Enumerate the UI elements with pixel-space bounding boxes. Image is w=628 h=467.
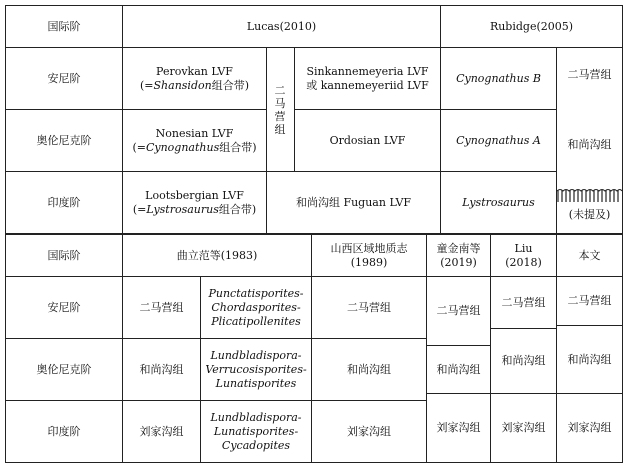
this-study-formation: 二马营组 [567,294,612,307]
spore-taxon: Verrucosisporites- [205,362,307,376]
qu-spore-assemblage [201,401,311,462]
rubidge-cynognathus-a: Cynognathus A [456,133,541,147]
header-lucas: Lucas(2010) [246,19,317,33]
qu-spore-assemblage [201,277,311,338]
rubidge-not-mentioned: (未提及) [568,208,611,221]
spore-taxon: Lundbladispora- [210,410,302,424]
lvf-alt-name: 或 kannemeyeriid LVF [306,78,429,92]
rule [622,234,623,463]
shanxi-formation: 二马营组 [347,300,391,314]
tong-formation: 二马营组 [436,304,481,317]
tong-formation: 刘家沟组 [436,421,481,434]
qu-formation: 刘家沟组 [139,424,184,438]
spore-taxon: Plicatipollenites [211,314,301,328]
header-line: Liu [514,242,533,255]
stage-anisian-2: 安尼阶 [47,300,81,314]
zone-note: (=Lystrosaurus组合带) [132,202,257,216]
lucas-fuguan: 和尚沟组 Fuguan LVF [295,195,412,209]
ermaying-vertical-label: 二马营组 [274,83,286,136]
zone-note: (=Shansidon组合带) [140,78,249,92]
header-rubidge: Rubidge(2005) [489,19,574,33]
header-line: (2018) [505,256,542,269]
lucas-lootsbergian-cell [123,172,266,233]
lucas-perovkan-cell [123,48,266,109]
spore-taxon: Lunatisporites- [213,424,299,438]
stage-anisian: 安尼阶 [47,71,81,85]
lvf-name: Sinkannemeyeria LVF [306,64,429,78]
spore-taxon: Lunatisporites [215,376,297,390]
qu-spore-assemblage [201,339,311,400]
header-line: 童金南等 [436,242,481,255]
header-qu: 曲立范等(1983) [176,249,258,262]
liu-formation: 和尚沟组 [501,354,546,367]
header-liu [491,236,556,276]
this-study-formation: 刘家沟组 [567,421,612,434]
header-stage-2: 国际阶 [47,249,81,262]
header-line: 山西区域地质志 [330,242,408,255]
spore-taxon: Chordasporites- [211,300,301,314]
shanxi-formation: 和尚沟组 [347,362,391,376]
rule [5,462,623,463]
lucas-nonesian-cell [123,110,266,171]
liu-formation: 二马营组 [501,295,546,309]
rubidge-cynognathus-b: Cynognathus B [456,71,541,85]
stage-induan-2: 印度阶 [47,424,81,438]
stage-olenekian: 奥伦尼克阶 [36,133,92,147]
shanxi-formation: 刘家沟组 [347,424,391,438]
qu-formation: 二马营组 [139,300,184,314]
header-line: (2019) [440,256,477,269]
rubidge-heshanggou: 和尚沟组 [567,138,612,151]
spore-taxon: Punctatisporites- [208,286,304,300]
header-stage: 国际阶 [47,19,81,33]
hatch-pattern-icon [557,188,622,202]
spore-taxon: Cycadopites [221,438,291,452]
lvf-name: Lootsbergian LVF [145,188,244,202]
lvf-name: Nonesian LVF [155,126,234,140]
stage-olenekian-2: 奥伦尼克阶 [36,362,92,376]
rubidge-lystrosaurus: Lystrosaurus [462,195,535,209]
lvf-name: Perovkan LVF [156,64,233,78]
header-line: (1989) [350,256,388,269]
header-this-study: 本文 [578,249,601,262]
lucas-sinkannemeyeria-cell [295,48,440,109]
stage-induan: 印度阶 [47,195,81,209]
spore-taxon: Lundbladispora- [210,348,302,362]
tong-formation: 和尚沟组 [436,362,481,376]
liu-formation: 刘家沟组 [501,421,546,434]
zone-note: (=Cynognathus组合带) [132,140,257,154]
lucas-ordosian: Ordosian LVF [329,133,406,147]
header-shanxi [312,236,426,276]
header-tong [427,236,490,276]
rule [5,233,623,235]
rule [622,5,623,234]
qu-formation: 和尚沟组 [139,362,184,376]
rubidge-ermaying: 二马营组 [567,68,612,81]
this-study-formation: 和尚沟组 [567,352,612,366]
